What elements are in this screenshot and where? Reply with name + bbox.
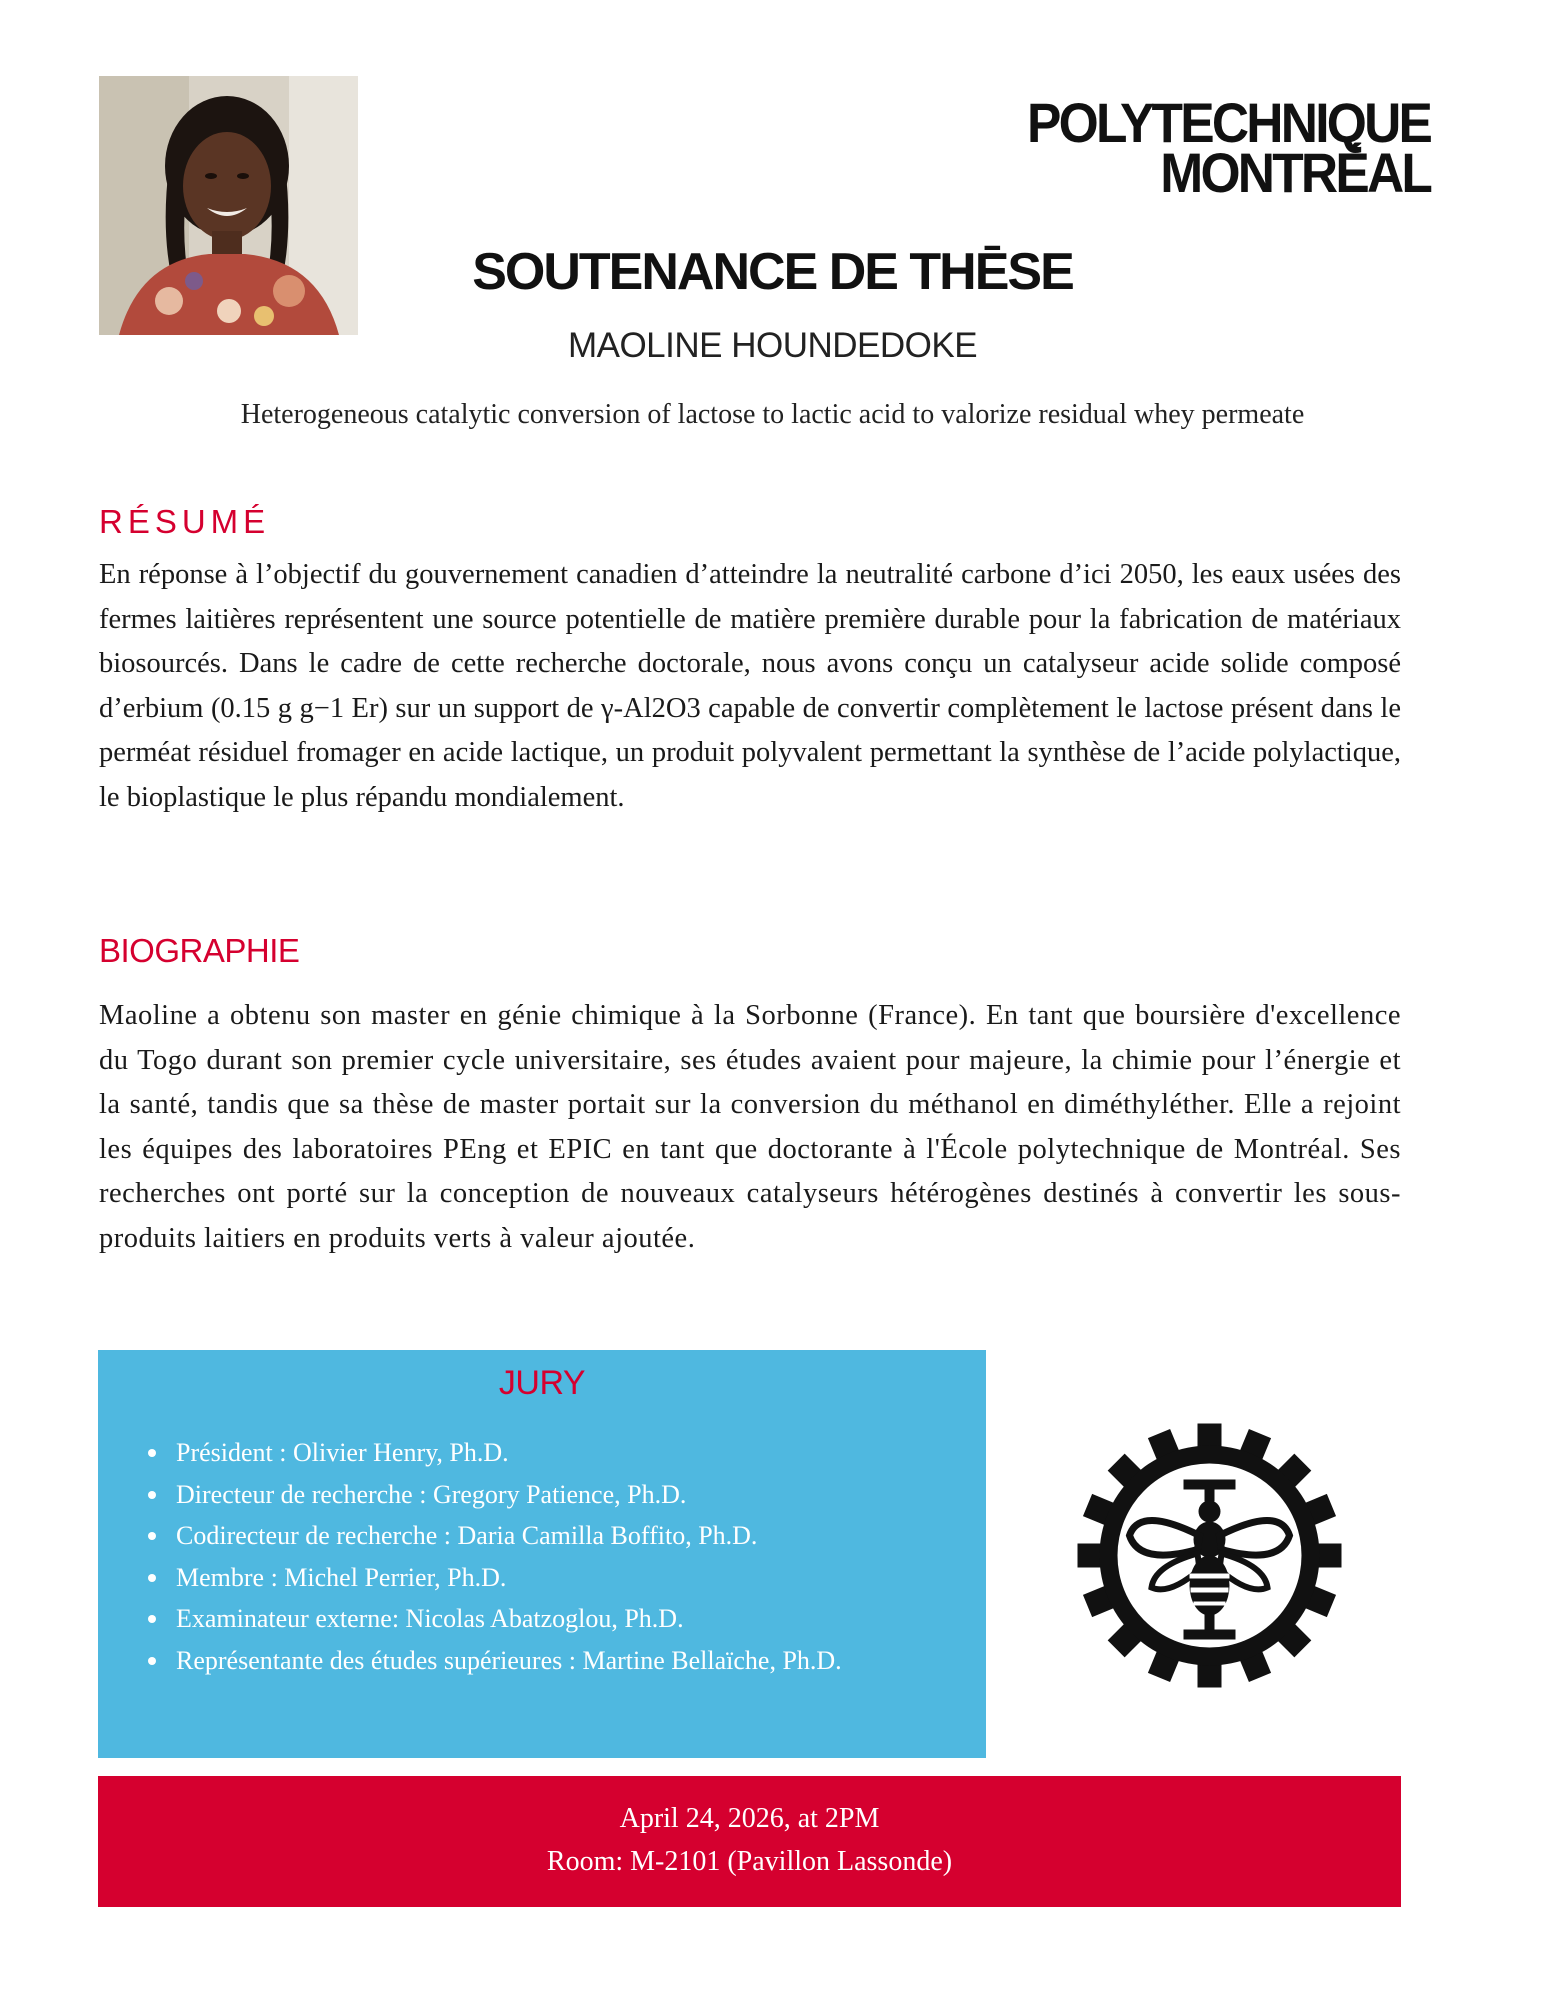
jury-list (148, 1432, 842, 1681)
jury-member (148, 1557, 842, 1599)
jury-member-text: Codirecteur de recherche : Daria Camilla Boffito, Ph.D. (176, 1521, 758, 1550)
bullet-icon (148, 1574, 156, 1582)
bullet-icon (148, 1491, 156, 1499)
resume-heading: RÉSUMÉ (99, 503, 271, 540)
thesis-title: Heterogeneous catalytic conversion of lactose to lactic acid to valorize residual whey permeate (240, 399, 1305, 430)
logo-line-1: POLYTECHNIQUE (1026, 91, 1430, 154)
candidate-name: MAOLINE HOUNDEDOKE (567, 326, 978, 365)
jury-member (148, 1515, 842, 1557)
bullet-icon (148, 1449, 156, 1457)
jury-member-text: Président : Olivier Henry, Ph.D. (176, 1438, 509, 1467)
event-date: April 24, 2026, at 2PM (619, 1803, 880, 1834)
event-room: Room: M-2101 (Pavillon Lassonde) (546, 1846, 953, 1877)
bee-gear-emblem-icon (1077, 1423, 1342, 1688)
jury-member-text: Directeur de recherche : Gregory Patience, Ph.D. (176, 1479, 687, 1509)
bullet-icon (148, 1532, 156, 1540)
jury-member (148, 1598, 842, 1640)
biographie-text: Maoline a obtenu son master en génie chimique à la Sorbonne (France). En tant que boursière d'excellence du Togo durant son premier cycle universitaire, ses études avaient pour majeure, la chimie pour l’énergie et la santé, tandis que sa thèse de master portait sur la conversion du méthanol en diméthyléther. Elle a rejoint les équipes des laboratoires PEng et EPIC en tant que doctorante à l'École polytechnique de Montréal. Ses recherches ont porté sur la conception de nouveaux catalyseurs hétérogènes destinés à convertir les sous-produits laitiers en produits verts à valeur ajoutée. (99, 1000, 1401, 1254)
biographie-heading: BIOGRAPHIE (99, 932, 300, 969)
bullet-icon (148, 1615, 156, 1623)
jury-member-text: Examinateur externe: Nicolas Abatzoglou, Ph.D. (176, 1604, 684, 1633)
jury-member (148, 1640, 842, 1682)
event-details-banner (98, 1776, 1401, 1907)
jury-panel (98, 1350, 986, 1758)
jury-member (148, 1474, 842, 1516)
polytechnique-montreal-logo (1026, 91, 1430, 204)
resume-text: En réponse à l’objectif du gouvernement canadien d’atteindre la neutralité carbone d’ici 2050, les eaux usées des fermes laitières représentent une source potentielle de matière première durable pour la fabrication de matériaux biosourcés. Dans le cadre de cette recherche doctorale, nous avons conçu un catalyseur acide solide composé d’erbium (0.15 g g−1 Er) sur un support de γ-Al2O3 capable de convertir complètement le lactose présent dans le perméat résiduel fromager en acide lactique, un produit polyvalent permettant la synthèse de l’acide polylactique, le bioplastique le plus répandu mondialement. (99, 559, 1401, 813)
bullet-icon (148, 1657, 156, 1665)
jury-member (148, 1432, 842, 1474)
jury-member-text: Membre : Michel Perrier, Ph.D. (176, 1562, 507, 1592)
jury-heading: JURY (498, 1364, 586, 1402)
page-title: SOUTENANCE DE THĒSE (472, 243, 1073, 301)
jury-member-text: Représentante des études supérieures : Martine Bellaïche, Ph.D. (176, 1645, 842, 1675)
logo-line-2: MONTRÉAL (1160, 141, 1430, 204)
